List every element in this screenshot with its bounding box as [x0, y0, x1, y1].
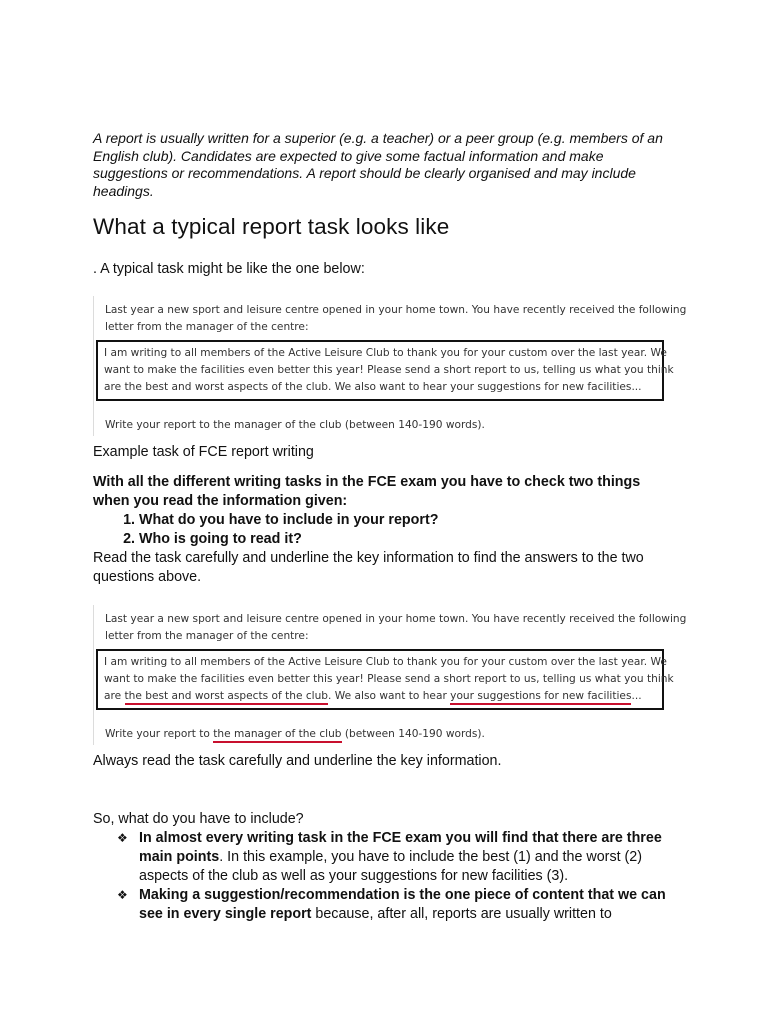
bullet-item [93, 829, 678, 886]
task-write-line: Write your report to the manager of the club (between 140-190 words). [105, 419, 485, 431]
letter-box [96, 340, 674, 401]
letter-text: . We also want to hear [328, 690, 451, 702]
write-text: Write your report to [105, 728, 214, 740]
bullet-text: . In this example, you have to include the best (1) and the worst (2) aspects of the club as well as your suggestions for new facilities (3). [139, 849, 643, 884]
underlined-suggestions: your suggestions for new facilities [450, 690, 631, 705]
questions-list [93, 511, 438, 549]
letter-line-3 [104, 690, 642, 702]
letter-line-2: want to make the facilities even better this year! Please send a short report to us, telling us what you think [104, 673, 674, 685]
task-lead-text: . A typical task might be like the one below: [93, 261, 365, 277]
task-line-1: Last year a new sport and leisure centre opened in your home town. You have recently received the following [105, 613, 687, 625]
task-write-line [105, 728, 485, 740]
letter-box [96, 649, 674, 710]
write-text: (between 140-190 words). [341, 728, 485, 740]
underlined-best-worst: the best and worst aspects of the club [125, 690, 329, 705]
task-line-1: Last year a new sport and leisure centre opened in your home town. You have recently received the following [105, 304, 687, 316]
underlined-manager: the manager of the club [213, 728, 341, 743]
question-item: 1. What do you have to include in your report? [139, 511, 438, 530]
bullet-item [93, 886, 678, 924]
bullet-bold-text: In almost every writing task in the FCE exam you will find that there are three main points [139, 830, 662, 865]
letter-line-2: want to make the facilities even better this year! Please send a short report to us, telling us what you think [104, 364, 674, 376]
letter-text: ... [631, 690, 642, 702]
read-task-text: Read the task carefully and underline the key information to find the answers to the two questions above. [93, 550, 644, 585]
diamond-bullet-icon: ❖ [117, 831, 128, 845]
diamond-bullet-icon: ❖ [117, 888, 128, 902]
caption-example-task: Example task of FCE report writing [93, 444, 314, 460]
intro-paragraph: A report is usually written for a superior (e.g. a teacher) or a peer group (e.g. members of an English club). Candidates are expected to give some factual information and make suggestions or recommendations. A report should be clearly organised and may include headings. [93, 130, 663, 199]
check-intro-text: With all the different writing tasks in the FCE exam you have to check two things when you read the information given: [93, 474, 641, 509]
bullet-bold-text: Making a suggestion/recommendation is the one piece of content that we can see in every single report [139, 887, 666, 922]
section-heading: What a typical report task looks like [93, 214, 450, 239]
left-rule [93, 605, 94, 745]
task-example-image [93, 296, 687, 436]
task-line-2: letter from the manager of the centre: [105, 630, 309, 642]
include-question: So, what do you have to include? [93, 811, 304, 827]
task-underlined-image [93, 605, 687, 745]
letter-text: are [104, 690, 125, 702]
bullet-list [93, 829, 678, 924]
task-line-2: letter from the manager of the centre: [105, 321, 309, 333]
letter-line-3: are the best and worst aspects of the club. We also want to hear your suggestions for new facilities... [104, 381, 642, 393]
left-rule [93, 296, 94, 436]
question-item: 2. Who is going to read it? [139, 530, 438, 549]
letter-line-1: I am writing to all members of the Active Leisure Club to thank you for your custom over the last year. We [104, 347, 667, 359]
letter-line-1: I am writing to all members of the Active Leisure Club to thank you for your custom over the last year. We [104, 656, 667, 668]
bullet-text: because, after all, reports are usually written to [311, 906, 612, 922]
caption-underline: Always read the task carefully and underline the key information. [93, 753, 502, 769]
